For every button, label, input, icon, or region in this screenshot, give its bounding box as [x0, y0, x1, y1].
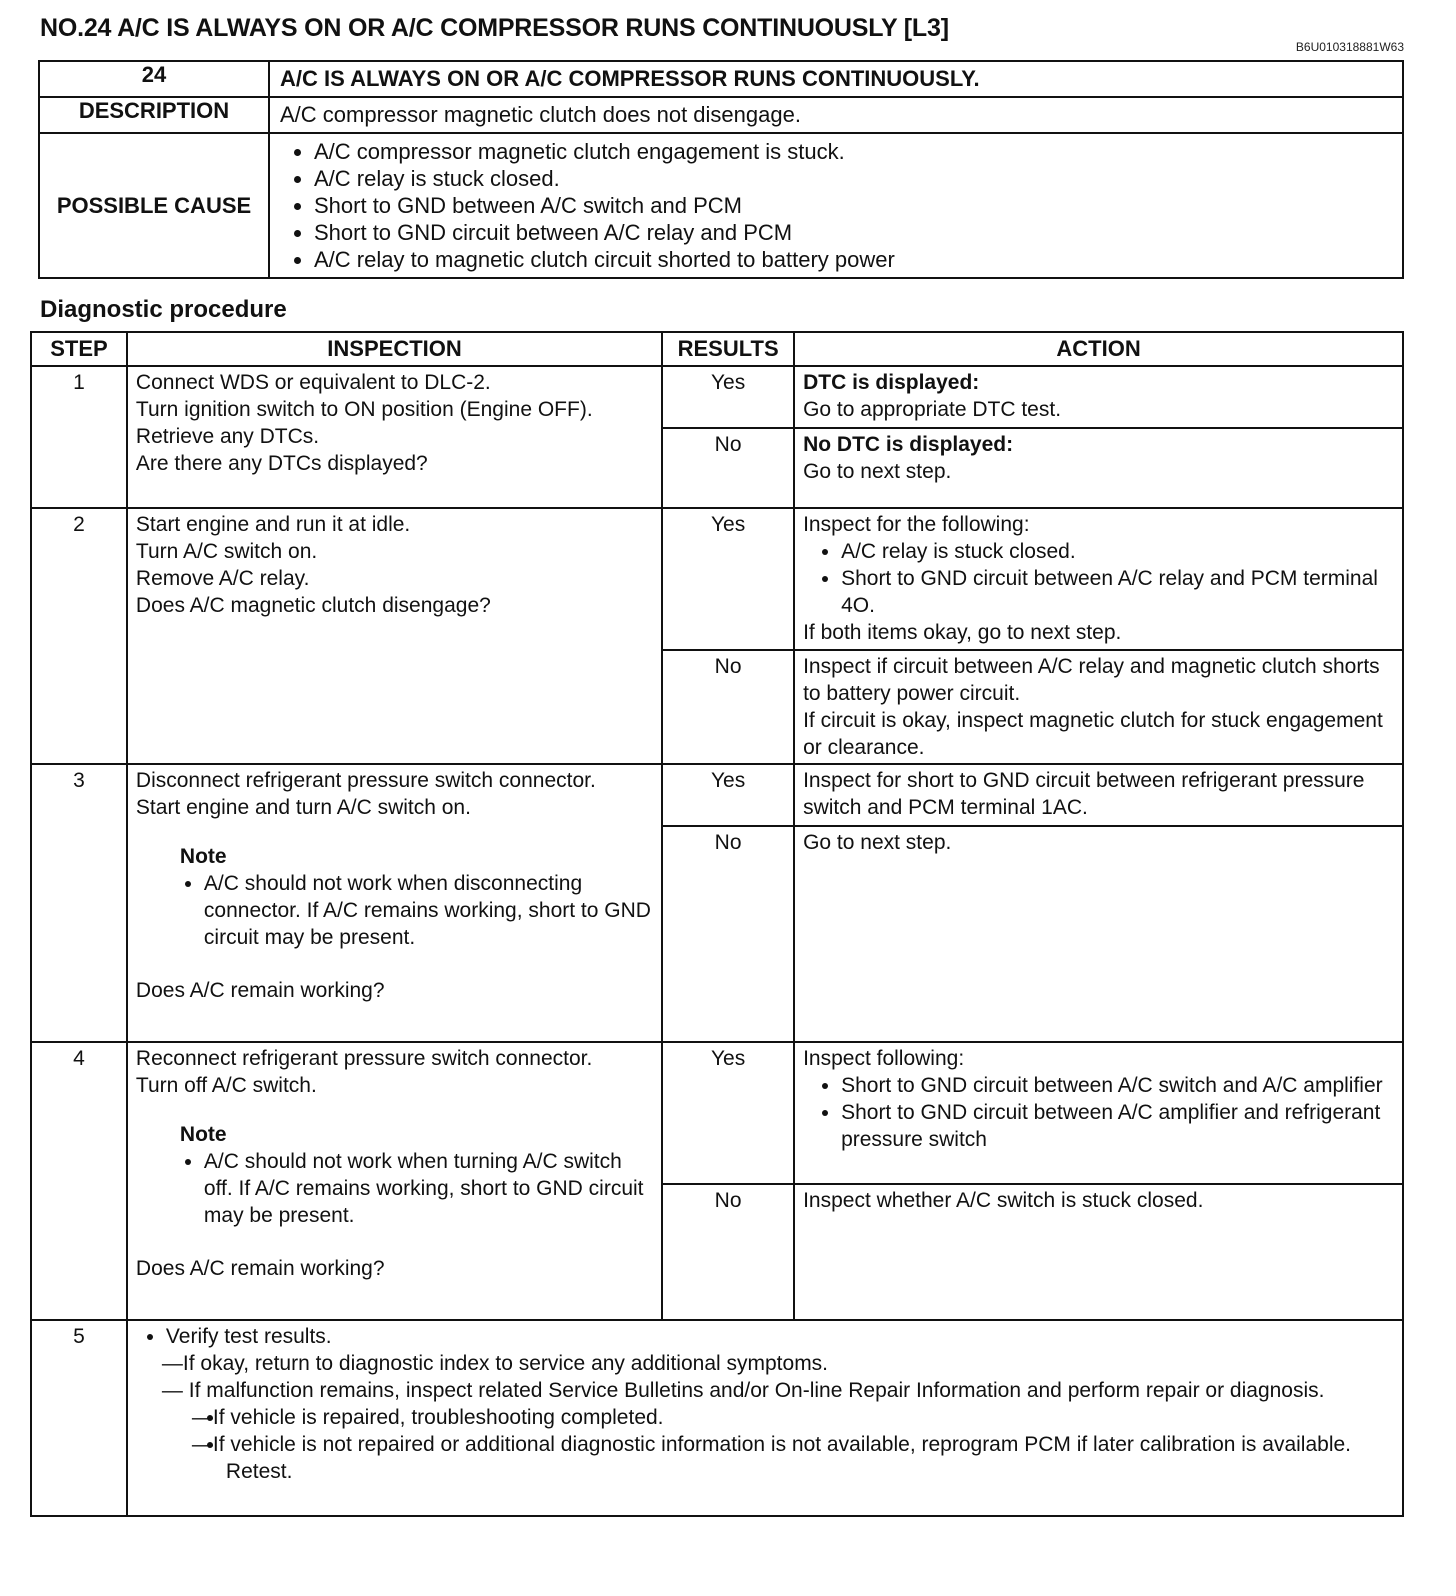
cause-item: • Short to GND between A/C switch and PCM — [314, 192, 1402, 219]
result-yes: Yes — [662, 508, 794, 650]
step-number: 1 — [31, 366, 127, 508]
action-yes — [794, 1042, 1403, 1184]
inspection-line: Connect WDS or equivalent to DLC-2. — [135, 371, 491, 394]
action-item: • Short to GND circuit between A/C amplifier and refrigerant pressure switch — [841, 1099, 1394, 1153]
document-id: B6U010318881W63 — [1295, 40, 1404, 54]
step-number: 2 — [31, 508, 127, 764]
verify-branch — [188, 1377, 1394, 1485]
verify-sub-item: — • If vehicle is not repaired or additional diagnostic information is not available, reprogram PCM if later calibration is available. Retest. — [226, 1431, 1394, 1485]
step-number: 5 — [31, 1320, 127, 1516]
inspection-line: Turn ignition switch to ON position (Engine OFF). — [135, 398, 593, 421]
note-label: Note — [179, 845, 227, 868]
description-text: A/C compressor magnetic clutch does not disengage. — [269, 97, 1403, 133]
column-header-step: STEP — [31, 332, 127, 366]
column-header-results: RESULTS — [662, 332, 794, 366]
trouble-heading: A/C IS ALWAYS ON OR A/C COMPRESSOR RUNS CONTINUOUSLY. — [269, 61, 1403, 97]
action-yes — [794, 508, 1403, 650]
step-inspection — [127, 508, 662, 764]
action-no: Inspect whether A/C switch is stuck closed. — [794, 1184, 1403, 1320]
summary-table — [38, 60, 1404, 279]
step-inspection — [127, 1320, 1403, 1516]
verify-text: Verify test results. — [165, 1325, 332, 1348]
verify-item — [166, 1323, 1394, 1485]
inspection-line: Start engine and turn A/C switch on. — [135, 796, 471, 819]
step-number: 4 — [31, 1042, 127, 1320]
note-text: • A/C should not work when disconnecting connector. If A/C remains working, short to GND circuit may be present. — [204, 870, 653, 951]
action-item: • A/C relay is stuck closed. — [841, 538, 1394, 565]
cause-item: • A/C relay to magnetic clutch circuit shorted to battery power — [314, 246, 1402, 273]
possible-cause-label: POSSIBLE CAUSE — [39, 133, 269, 278]
diagnostic-procedure-table — [30, 331, 1404, 1517]
inspection-line: Turn A/C switch on. — [135, 540, 318, 563]
result-no: No — [662, 650, 794, 764]
action-heading: No DTC is displayed: — [803, 433, 1014, 456]
note-label: Note — [179, 1123, 227, 1146]
procedure-heading: Diagnostic procedure — [40, 296, 287, 323]
column-header-inspection: INSPECTION — [127, 332, 662, 366]
action-no — [794, 428, 1403, 508]
action-item: • Short to GND circuit between A/C switch and A/C amplifier — [841, 1072, 1394, 1099]
result-yes: Yes — [662, 764, 794, 826]
action-text: Go to next step. — [803, 460, 952, 483]
possible-cause-list — [269, 133, 1403, 278]
action-heading: DTC is displayed: — [803, 371, 980, 394]
verify-branch-text: If malfunction remains, inspect related Service Bulletins and/or On-line Repair Information and perform repair or diagnosis. — [188, 1379, 1325, 1402]
result-yes: Yes — [662, 366, 794, 428]
step-number: 3 — [31, 764, 127, 1042]
step-inspection — [127, 366, 662, 508]
cause-item: • A/C relay is stuck closed. — [314, 165, 1402, 192]
action-text: If both items okay, go to next step. — [803, 621, 1122, 644]
step-inspection — [127, 1042, 662, 1320]
verify-sub-item: — • If vehicle is repaired, troubleshooting completed. — [226, 1404, 1394, 1431]
inspection-line: Start engine and run it at idle. — [135, 513, 411, 536]
inspection-line: Reconnect refrigerant pressure switch connector. — [135, 1047, 593, 1070]
cause-item: • A/C compressor magnetic clutch engagement is stuck. — [314, 138, 1402, 165]
description-label: DESCRIPTION — [39, 97, 269, 133]
result-no: No — [662, 428, 794, 508]
action-text: If circuit is okay, inspect magnetic clutch for stuck engagement or clearance. — [803, 709, 1383, 759]
column-header-action: ACTION — [794, 332, 1403, 366]
result-yes: Yes — [662, 1042, 794, 1184]
action-item: • Short to GND circuit between A/C relay and PCM terminal 4O. — [841, 565, 1394, 619]
result-no: No — [662, 826, 794, 1042]
action-text: Inspect if circuit between A/C relay and magnetic clutch shorts to battery power circuit. — [803, 655, 1380, 705]
action-text: Go to appropriate DTC test. — [803, 398, 1062, 421]
step-inspection — [127, 764, 662, 1042]
result-no: No — [662, 1184, 794, 1320]
inspection-line: Turn off A/C switch. — [135, 1074, 317, 1097]
note-text: • A/C should not work when turning A/C switch off. If A/C remains working, short to GND circuit may be present. — [204, 1148, 653, 1229]
verify-branch: — If okay, return to diagnostic index to service any additional symptoms. — [196, 1350, 1394, 1377]
action-intro: Inspect following: — [803, 1047, 965, 1070]
inspection-line: Retrieve any DTCs. — [135, 425, 320, 448]
cause-item: • Short to GND circuit between A/C relay and PCM — [314, 219, 1402, 246]
action-intro: Inspect for the following: — [803, 513, 1030, 536]
trouble-number: 24 — [39, 61, 269, 97]
inspection-line: Does A/C magnetic clutch disengage? — [135, 594, 491, 617]
inspection-question: Does A/C remain working? — [135, 1257, 385, 1280]
page-title: NO.24 A/C IS ALWAYS ON OR A/C COMPRESSOR RUNS CONTINUOUSLY [L3] — [40, 14, 949, 42]
inspection-line: Remove A/C relay. — [135, 567, 310, 590]
inspection-question: Does A/C remain working? — [135, 979, 385, 1002]
action-no — [794, 650, 1403, 764]
inspection-line: Are there any DTCs displayed? — [135, 452, 428, 475]
action-yes: Inspect for short to GND circuit between refrigerant pressure switch and PCM terminal 1AC. — [794, 764, 1403, 826]
action-no: Go to next step. — [794, 826, 1403, 1042]
inspection-line: Disconnect refrigerant pressure switch connector. — [135, 769, 596, 792]
action-yes — [794, 366, 1403, 428]
